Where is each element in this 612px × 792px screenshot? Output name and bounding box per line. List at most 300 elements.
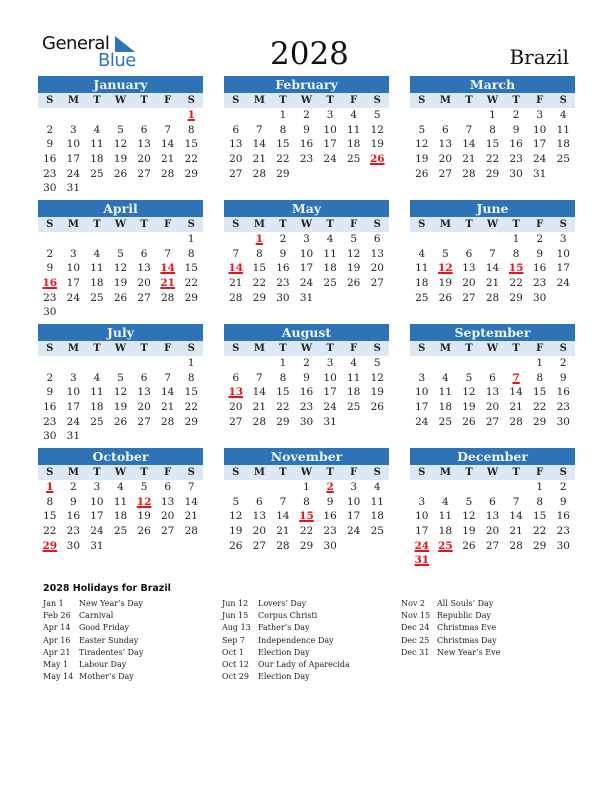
day: 15 — [184, 262, 198, 275]
day: 11 — [370, 495, 384, 508]
day: 21 — [509, 525, 523, 538]
holiday-day: 25 — [438, 539, 453, 552]
weekday-label: T — [279, 95, 287, 106]
empty-day — [504, 181, 528, 196]
day: 19 — [229, 525, 243, 538]
week-row — [410, 539, 575, 554]
week-row — [38, 524, 203, 539]
week-row — [224, 108, 389, 123]
empty-day — [132, 429, 156, 444]
day: 20 — [137, 277, 151, 290]
day: 3 — [70, 123, 77, 136]
week-row — [38, 137, 203, 152]
weekday-label: M — [439, 95, 451, 106]
day: 18 — [113, 510, 128, 523]
empty-day — [248, 181, 272, 196]
day: 4 — [93, 247, 101, 260]
month-february — [224, 76, 389, 196]
day: 27 — [160, 525, 175, 538]
empty-day — [248, 356, 272, 371]
empty-day — [295, 305, 319, 320]
week-row — [410, 123, 575, 138]
holiday-day: 15 — [508, 262, 524, 275]
day: 8 — [187, 123, 195, 136]
day: 8 — [536, 495, 544, 508]
empty-day — [224, 108, 248, 123]
empty-day — [318, 553, 342, 568]
weekday-label: S — [418, 467, 426, 478]
holiday-name: Tiradentes’ Day — [79, 647, 144, 657]
day: 1 — [536, 357, 544, 369]
week-row — [410, 371, 575, 386]
week-row — [410, 261, 575, 276]
weekday-label: S — [46, 343, 54, 354]
weekday-label: T — [326, 467, 334, 478]
weekday-label: T — [140, 219, 148, 230]
day: 15 — [532, 386, 547, 399]
empty-day — [248, 480, 272, 495]
empty-day — [62, 232, 86, 247]
week-row — [410, 385, 575, 400]
day: 25 — [370, 525, 384, 538]
day: 10 — [66, 262, 81, 275]
day: 4 — [93, 123, 101, 136]
day: 23 — [43, 167, 57, 180]
day: 10 — [323, 123, 337, 136]
day: 19 — [346, 262, 361, 275]
holidays-column — [401, 598, 500, 659]
holiday-day: 24 — [414, 539, 430, 552]
day: 20 — [160, 510, 175, 523]
day: 10 — [556, 247, 570, 260]
day: 27 — [252, 539, 267, 552]
day: 30 — [556, 415, 570, 428]
day: 8 — [536, 371, 544, 384]
weekday-label: M — [439, 343, 451, 354]
empty-day — [62, 356, 86, 371]
day: 20 — [137, 401, 151, 414]
week-row — [38, 305, 203, 320]
holiday-item — [222, 610, 350, 622]
day: 3 — [93, 481, 101, 493]
weekday-label: S — [373, 467, 381, 478]
day: 12 — [113, 138, 128, 151]
weekday-label: F — [350, 95, 358, 106]
day: 26 — [462, 539, 476, 552]
day: 4 — [117, 481, 124, 493]
day: 1 — [187, 233, 195, 245]
day: 31 — [66, 430, 81, 443]
holiday-item — [222, 622, 350, 634]
day: 6 — [232, 371, 240, 384]
day: 30 — [43, 306, 57, 319]
empty-day — [85, 181, 109, 196]
empty-day — [318, 305, 342, 320]
empty-day — [85, 553, 109, 568]
holiday-name: Mother’s Day — [79, 672, 134, 682]
empty-day — [38, 108, 62, 123]
weekday-header-row — [38, 217, 203, 232]
day: 25 — [323, 277, 337, 290]
day: 24 — [415, 415, 429, 428]
day: 27 — [137, 167, 151, 180]
holiday-date: Dec 31 — [401, 647, 430, 657]
empty-day — [365, 291, 389, 306]
day: 18 — [90, 401, 104, 414]
day: 3 — [326, 357, 334, 369]
day: 14 — [184, 495, 198, 508]
holiday-day: 12 — [438, 262, 453, 275]
day: 27 — [485, 415, 500, 428]
day: 25 — [346, 401, 361, 414]
weekday-label: S — [559, 95, 567, 106]
day: 16 — [43, 153, 57, 166]
day: 27 — [137, 415, 151, 428]
day: 23 — [299, 401, 314, 414]
day: 13 — [438, 138, 453, 151]
holiday-name: Easter Sunday — [79, 635, 139, 645]
day: 21 — [276, 525, 290, 538]
day: 7 — [256, 123, 263, 136]
day: 17 — [66, 277, 81, 290]
weekday-label: W — [486, 343, 499, 354]
month-january — [38, 76, 203, 196]
day: 6 — [164, 481, 172, 493]
empty-day — [156, 181, 180, 196]
week-row — [410, 524, 575, 539]
empty-day — [318, 167, 342, 182]
empty-day — [132, 305, 156, 320]
weekday-label: M — [439, 467, 451, 478]
day: 16 — [532, 262, 547, 275]
day: 20 — [485, 525, 500, 538]
holiday-name: Good Friday — [79, 623, 130, 633]
week-row — [410, 429, 575, 444]
day: 22 — [276, 401, 290, 414]
weekday-header-row — [410, 341, 575, 356]
weekday-label: F — [350, 343, 358, 354]
weekday-label: W — [114, 95, 127, 106]
day: 4 — [350, 109, 358, 121]
holiday-date: Oct 29 — [222, 672, 249, 682]
empty-day — [271, 553, 295, 568]
day: 10 — [323, 371, 337, 384]
week-row — [38, 181, 203, 196]
day: 23 — [276, 277, 290, 290]
day: 1 — [279, 109, 287, 121]
day: 12 — [370, 371, 384, 384]
day: 11 — [346, 371, 361, 384]
day: 6 — [256, 495, 263, 508]
day: 31 — [66, 182, 81, 195]
day: 2 — [559, 357, 567, 369]
day: 3 — [70, 371, 77, 384]
weekday-label: S — [559, 467, 567, 478]
day: 26 — [370, 401, 384, 414]
day: 18 — [370, 510, 384, 523]
day: 2 — [46, 123, 54, 136]
holiday-date: May 14 — [43, 672, 74, 682]
week-row — [410, 509, 575, 524]
day: 27 — [229, 167, 243, 180]
empty-day — [481, 181, 505, 196]
day: 29 — [276, 167, 290, 180]
day: 16 — [299, 138, 314, 151]
day: 3 — [70, 247, 77, 260]
day: 28 — [509, 415, 523, 428]
weekday-label: S — [187, 467, 195, 478]
day: 4 — [350, 357, 358, 369]
day: 15 — [276, 386, 290, 399]
month-title: July — [38, 324, 203, 341]
month-title: April — [38, 200, 203, 217]
empty-day — [410, 480, 434, 495]
holiday-name: Labour Day — [79, 659, 127, 669]
holiday-name: All Souls’ Day — [437, 599, 494, 608]
weekday-label: F — [536, 219, 544, 230]
month-june — [410, 200, 575, 320]
day: 8 — [256, 247, 263, 260]
empty-day — [457, 356, 481, 371]
weekday-label: W — [114, 219, 127, 230]
empty-day — [551, 553, 575, 568]
empty-day — [457, 553, 481, 568]
day: 11 — [90, 138, 104, 151]
day: 29 — [184, 415, 198, 428]
empty-day — [342, 429, 366, 444]
empty-day — [504, 429, 528, 444]
holiday-date: Jun 15 — [222, 611, 249, 621]
month-november — [224, 448, 389, 568]
empty-day — [365, 429, 389, 444]
day: 21 — [462, 153, 476, 166]
day: 31 — [90, 539, 104, 552]
month-title: May — [224, 200, 389, 217]
empty-day — [85, 108, 109, 123]
day: 27 — [462, 291, 476, 304]
weekday-label: S — [232, 343, 240, 354]
day: 5 — [140, 481, 148, 493]
week-row — [410, 167, 575, 182]
holiday-date: May 1 — [43, 659, 69, 669]
week-row — [38, 108, 203, 123]
day: 12 — [113, 386, 128, 399]
weekday-label: F — [350, 467, 358, 478]
month-title: January — [38, 76, 203, 93]
week-row — [410, 247, 575, 262]
holiday-item — [43, 671, 143, 683]
week-row — [224, 429, 389, 444]
day: 5 — [232, 495, 240, 508]
week-row — [224, 181, 389, 196]
day: 2 — [46, 247, 54, 260]
weekday-label: M — [67, 219, 79, 230]
day: 30 — [532, 291, 547, 304]
holiday-item — [222, 671, 350, 683]
day: 13 — [160, 495, 175, 508]
week-row — [224, 509, 389, 524]
day: 7 — [164, 123, 172, 136]
empty-day — [179, 429, 203, 444]
holiday-item — [222, 647, 350, 659]
day: 25 — [415, 291, 429, 304]
empty-day — [504, 480, 528, 495]
day: 28 — [509, 539, 523, 552]
day: 9 — [559, 495, 567, 508]
day: 3 — [418, 495, 426, 508]
weekday-label: T — [512, 95, 520, 106]
empty-day — [295, 553, 319, 568]
empty-day — [504, 356, 528, 371]
day: 3 — [536, 109, 544, 121]
day: 17 — [299, 262, 314, 275]
day: 29 — [184, 291, 198, 304]
day: 9 — [303, 123, 310, 136]
holiday-day: 2 — [326, 481, 334, 493]
day: 13 — [137, 262, 151, 275]
weekday-label: F — [164, 219, 172, 230]
weekday-header-row — [224, 341, 389, 356]
day: 10 — [299, 247, 314, 260]
empty-day — [434, 480, 458, 495]
weekday-label: F — [164, 343, 172, 354]
holiday-day: 14 — [228, 262, 244, 275]
day: 5 — [465, 495, 473, 508]
day: 16 — [556, 510, 570, 523]
week-row — [410, 400, 575, 415]
day: 4 — [93, 371, 101, 384]
weekday-label: T — [93, 95, 101, 106]
week-row — [224, 553, 389, 568]
day: 14 — [252, 386, 267, 399]
holiday-name: Corpus Christi — [258, 611, 318, 621]
empty-day — [271, 181, 295, 196]
holiday-date: Apr 21 — [43, 647, 71, 657]
day: 28 — [160, 291, 175, 304]
weekday-label: T — [512, 467, 520, 478]
day: 5 — [117, 371, 124, 384]
day: 9 — [536, 247, 544, 260]
holiday-date: Apr 14 — [43, 623, 71, 633]
day: 6 — [140, 371, 148, 384]
day: 6 — [232, 123, 240, 136]
day: 14 — [276, 510, 290, 523]
month-august — [224, 324, 389, 444]
empty-day — [342, 539, 366, 554]
holiday-day: 26 — [369, 153, 385, 166]
day: 22 — [184, 401, 198, 414]
weekday-header-row — [410, 465, 575, 480]
empty-day — [434, 553, 458, 568]
week-row — [38, 291, 203, 306]
day: 28 — [160, 167, 175, 180]
week-row — [410, 108, 575, 123]
day: 9 — [46, 262, 54, 275]
weekday-label: S — [559, 343, 567, 354]
day: 10 — [415, 510, 429, 523]
weekday-header-row — [38, 465, 203, 480]
month-title: August — [224, 324, 389, 341]
day: 24 — [66, 291, 81, 304]
weekday-label: S — [232, 467, 240, 478]
day: 24 — [90, 525, 104, 538]
day: 26 — [415, 167, 429, 180]
day: 8 — [512, 247, 520, 260]
empty-day — [248, 305, 272, 320]
empty-day — [434, 108, 458, 123]
empty-day — [248, 429, 272, 444]
week-row — [224, 137, 389, 152]
week-row — [38, 371, 203, 386]
day: 24 — [346, 525, 361, 538]
holiday-day: 21 — [160, 277, 175, 290]
month-september — [410, 324, 575, 444]
empty-day — [62, 108, 86, 123]
day: 9 — [46, 138, 54, 151]
week-row — [224, 415, 389, 430]
holiday-item — [401, 610, 500, 622]
day: 22 — [184, 277, 198, 290]
day: 12 — [462, 386, 476, 399]
day: 28 — [252, 167, 267, 180]
holiday-name: Lovers’ Day — [258, 599, 307, 608]
day: 16 — [299, 386, 314, 399]
empty-day — [109, 305, 133, 320]
empty-day — [481, 305, 505, 320]
day: 19 — [370, 386, 384, 399]
week-row — [38, 553, 203, 568]
empty-day — [156, 429, 180, 444]
day: 9 — [46, 386, 54, 399]
week-row — [410, 480, 575, 495]
weekday-label: S — [232, 95, 240, 106]
day: 1 — [303, 481, 310, 493]
holiday-date: Nov 2 — [401, 599, 425, 608]
week-row — [38, 509, 203, 524]
day: 24 — [556, 277, 570, 290]
day: 18 — [415, 277, 429, 290]
empty-day — [224, 480, 248, 495]
empty-day — [410, 181, 434, 196]
day: 11 — [113, 495, 128, 508]
empty-day — [109, 108, 133, 123]
empty-day — [85, 232, 109, 247]
week-row — [410, 291, 575, 306]
day: 6 — [140, 123, 148, 136]
empty-day — [365, 167, 389, 182]
day: 17 — [66, 401, 81, 414]
empty-day — [224, 305, 248, 320]
holiday-item — [43, 635, 143, 647]
day: 9 — [559, 371, 567, 384]
day: 19 — [462, 401, 476, 414]
calendar-year: 2028 — [270, 36, 349, 72]
holiday-name: New Year’s Eve — [437, 647, 501, 657]
day: 28 — [252, 415, 267, 428]
month-title: October — [38, 448, 203, 465]
day: 28 — [229, 291, 243, 304]
day: 28 — [462, 167, 476, 180]
holiday-item — [43, 647, 143, 659]
day: 13 — [137, 386, 151, 399]
week-row — [38, 429, 203, 444]
day: 12 — [462, 510, 476, 523]
weekday-label: S — [232, 219, 240, 230]
holiday-date: Aug 13 — [222, 623, 251, 633]
empty-day — [481, 429, 505, 444]
week-row — [410, 305, 575, 320]
empty-day — [551, 429, 575, 444]
